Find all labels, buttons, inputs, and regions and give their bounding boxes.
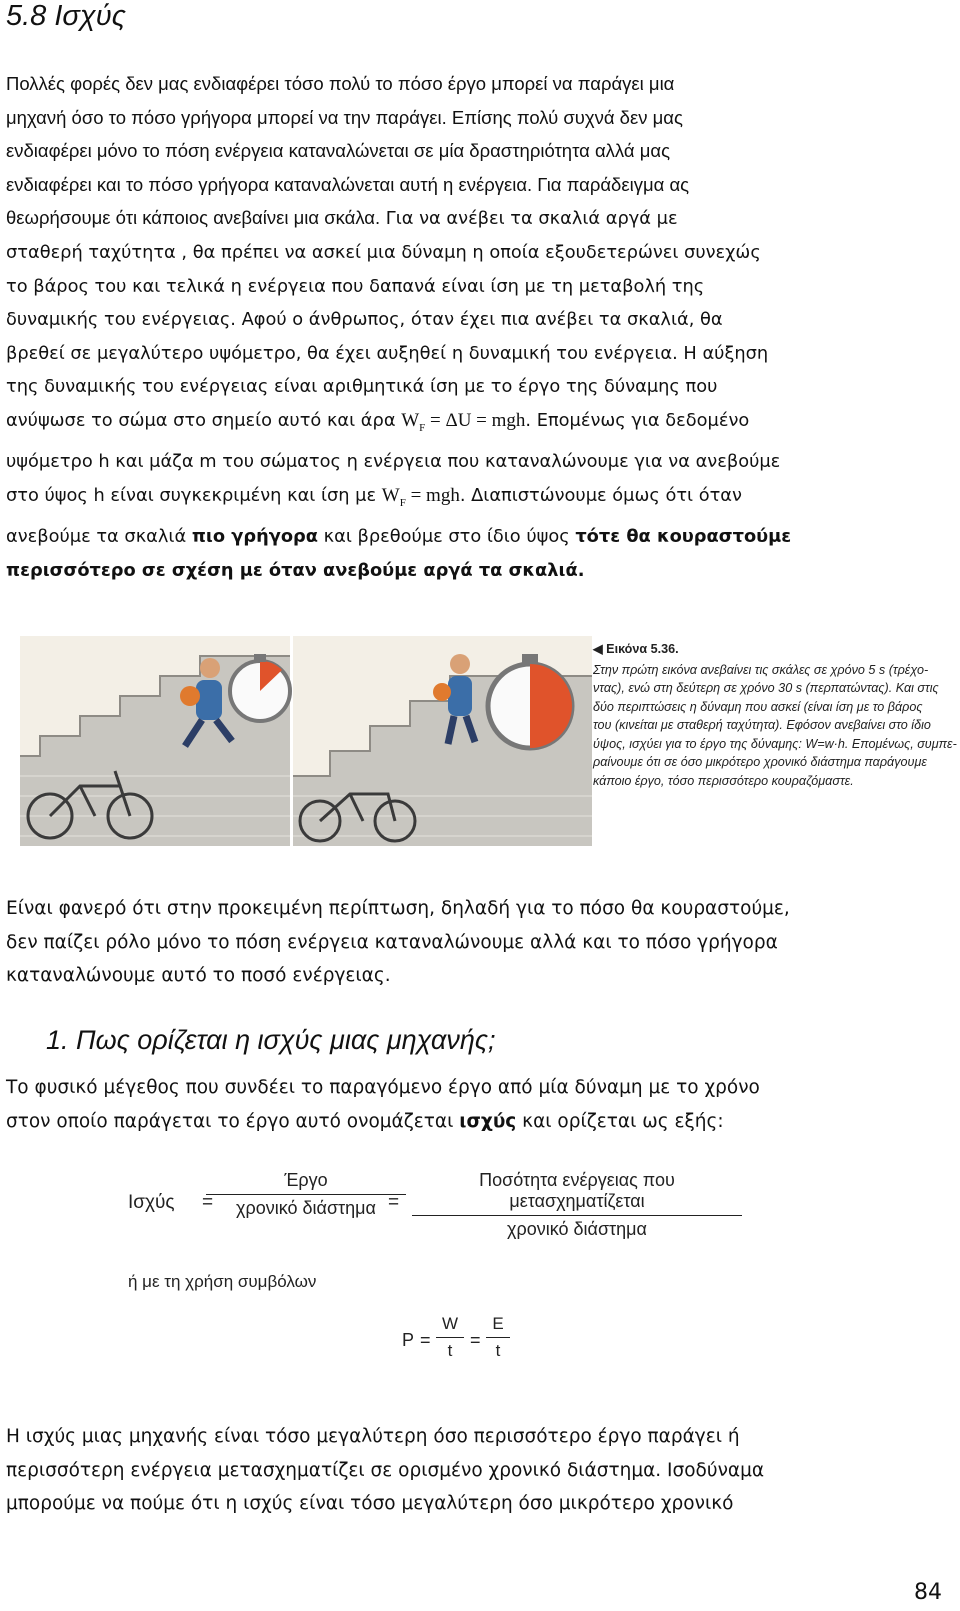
caption-line: Στην πρώτη εικόνα ανεβαίνει τις σκάλες σε χρόνο 5 s (τρέχο-	[593, 662, 929, 677]
text-line	[6, 479, 936, 520]
text-line: μηχανή όσο το πόσο γρήγορα μπορεί να την παράγει. Επίσης πολύ συχνά δεν μας	[6, 106, 683, 128]
formula-fraction-e-t	[486, 1314, 510, 1361]
text-line: Η ισχύς μιας μηχανής είναι τόσο μεγαλύτερη όσο περισσότερο έργο παράγει ή	[6, 1426, 740, 1447]
formula-lhs: Ισχύς	[128, 1192, 175, 1213]
text-segment: ανεβούμε τα σκαλιά	[6, 526, 192, 548]
text-segment: Για να ανέβει τα σκαλιά αργά με	[380, 208, 678, 230]
caption-line: δύο περιπτώσεις η δύναμη που ασκεί (είναι ίση με το βάρος	[593, 699, 923, 714]
fraction-numerator: Ποσότητα ενέργειας που μετασχηματίζεται	[479, 1170, 675, 1211]
formula-equals: =	[470, 1330, 481, 1350]
formula-p: P	[402, 1330, 415, 1350]
math-expression: = mgh	[405, 484, 460, 506]
text-line: ενδιαφέρει και το πόσο γρήγορα καταναλώνεται αυτή η ενέργεια. Για παράδειγμα ας	[6, 173, 690, 195]
bold-text: περισσότερο σε σχέση με όταν ανεβούμε αργά τα σκαλιά	[6, 559, 578, 581]
text-line: καταναλώνουμε αυτό το ποσό ενέργειας.	[6, 965, 391, 987]
formula-inline	[401, 409, 526, 434]
fraction-denominator: t	[436, 1337, 464, 1361]
text-segment: .	[577, 559, 585, 581]
formula-fraction-work	[206, 1170, 406, 1219]
power-formula	[120, 1170, 840, 1380]
text-line: Πολλές φορές δεν μας ενδιαφέρει τόσο πολύ το πόσο έργο μπορεί να παράγει μια	[6, 73, 675, 94]
caption-line: του (κινείται με σταθερή ταχύτητα). Εφόσον ανεβαίνει στο ίδιο	[593, 718, 931, 732]
math-subscript: F	[419, 421, 426, 434]
intro-paragraph	[6, 67, 936, 588]
bold-text: ισχύς	[459, 1110, 517, 1132]
stairs-illustration-svg	[20, 636, 592, 846]
caption-title: ◀ Εικόνα 5.36.	[593, 642, 679, 656]
text-line	[6, 404, 936, 445]
text-segment: θεωρήσουμε ότι κάποιος ανεβαίνει μια σκάλα.	[6, 207, 381, 229]
stairs-illustration	[20, 636, 592, 846]
figure-caption	[593, 640, 957, 790]
after-figure-paragraph	[6, 892, 936, 993]
text-line	[6, 201, 936, 236]
caption-line: ντας), ενώ στη δεύτερη σε χρόνο 30 s (περπατώντας). Και στις	[593, 681, 939, 695]
math-symbol: W	[401, 409, 420, 431]
section-title: 5.8 Ισχύς	[6, 0, 126, 32]
caption-line: κάποιο έργο, τόσο περισσότερο κουραζόμαστε.	[593, 773, 854, 788]
bold-text: πιο γρήγορα	[191, 526, 318, 548]
text-line: σταθερή ταχύτητα , θα πρέπει να ασκεί μια δύναμη η οποία εξουδετερώνει συνεχώς	[6, 241, 761, 263]
bottom-paragraph	[6, 1420, 936, 1521]
text-line: δεν παίζει ρόλο μόνο το πόση ενέργεια καταναλώνουμε αλλά και το πόσο γρήγορα	[6, 931, 778, 953]
formula-equals: =	[420, 1330, 431, 1350]
question-title: 1. Πως ορίζεται η ισχύς μιας μηχανής;	[46, 1025, 496, 1055]
math-subscript: F	[399, 496, 406, 509]
text-line	[6, 1105, 936, 1139]
text-line: της δυναμικής του ενέργειας είναι αριθμητικά ίση με το έργο της δύναμης που	[6, 376, 718, 398]
fraction-numerator: Έργο	[284, 1170, 328, 1190]
text-segment: στον οποίο παράγεται το έργο αυτό ονομάζεται	[6, 1110, 460, 1132]
text-segment: . Διαπιστώνουμε όμως ότι όταν	[459, 484, 742, 506]
definition-paragraph	[6, 1071, 936, 1138]
text-line: Είναι φανερό ότι στην προκειμένη περίπτωση, δηλαδή για το πόσο θα κουραστούμε,	[6, 898, 790, 919]
text-line: ενδιαφέρει μόνο το πόση ενέργεια καταναλώνεται σε μία δραστηριότητα αλλά μας	[6, 140, 670, 162]
page-number: 84	[914, 1580, 942, 1605]
text-line: βρεθεί σε μεγαλύτερο υψόμετρο, θα έχει αυξηθεί η δυναμική του ενέργεια. Η αύξηση	[6, 342, 769, 364]
text-line: μπορούμε να πούμε ότι η ισχύς είναι τόσο μεγαλύτερη όσο μικρότερο χρονικό	[6, 1493, 734, 1515]
text-line: περισσότερη ενέργεια μετασχηματίζει σε ορισμένο χρονικό διάστημα. Ισοδύναμα	[6, 1459, 765, 1481]
text-line: δυναμικής του ενέργειας. Αφού ο άνθρωπος, όταν έχει πια ανέβει τα σκαλιά, θα	[6, 309, 723, 331]
text-segment: . Επομένως για δεδομένο	[525, 409, 750, 431]
formula-equals: =	[388, 1192, 400, 1213]
bold-text: τότε θα κουραστούμε	[575, 526, 792, 548]
fraction-denominator: χρονικό διάστημα	[412, 1215, 742, 1240]
text-segment: ανύψωσε το σώμα στο σημείο αυτό και άρα	[6, 409, 402, 431]
caption-line: ύψος, ισχύει για το έργο της δύναμης: W=w·h. Επομένως, συμπε-	[593, 736, 957, 751]
formula-equals: =	[202, 1192, 214, 1213]
formula-fraction-energy	[412, 1170, 742, 1240]
caption-line: ραίνουμε ότι σε όσο μικρότερο χρονικό διάστημα παράγουμε	[593, 755, 927, 769]
text-line	[6, 520, 936, 554]
math-expression: = ΔU = mgh	[425, 409, 526, 431]
text-line: υψόμετρο h και μάζα m του σώματος η ενέργεια που καταναλώνουμε για να ανεβούμε	[6, 451, 781, 473]
text-line: Το φυσικό μέγεθος που συνδέει το παραγόμενο έργο από μία δύναμη με το χρόνο	[6, 1077, 760, 1098]
fraction-denominator: t	[486, 1337, 510, 1361]
symbols-note: ή με τη χρήση συμβόλων	[128, 1272, 317, 1291]
formula-inline	[381, 484, 460, 509]
text-segment: και ορίζεται ως εξής:	[516, 1110, 724, 1132]
fraction-numerator: E	[492, 1314, 504, 1333]
math-symbol: W	[381, 484, 400, 506]
formula-fraction-w-t	[436, 1314, 464, 1361]
fraction-denominator: χρονικό διάστημα	[206, 1194, 406, 1219]
text-line	[6, 554, 936, 588]
fraction-numerator: W	[441, 1314, 459, 1333]
text-line: το βάρος του και τελικά η ενέργεια που δαπανά είναι ίση με τη μεταβολή της	[6, 275, 705, 297]
text-segment: στο ύψος h είναι συγκεκριμένη και ίση με	[6, 484, 382, 506]
text-segment: και βρεθούμε στο ίδιο ύψος	[318, 526, 576, 548]
